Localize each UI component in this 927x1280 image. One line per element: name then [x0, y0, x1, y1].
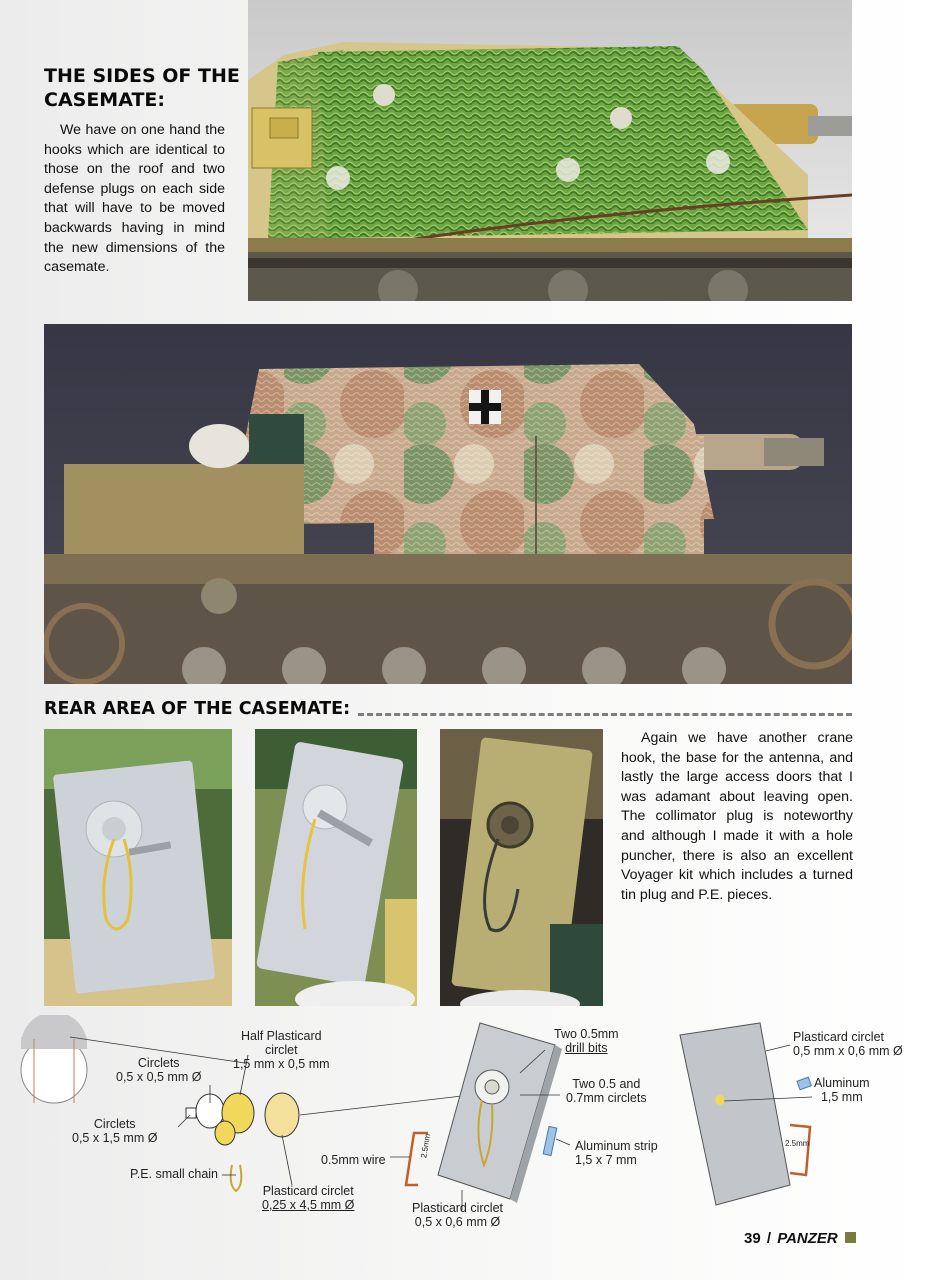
- paragraph-rear: Again we have another crane hook, the base for the antenna, and lastly the large access doors that I was adamant about leaving open. The collimator plug is noteworthy and although I made it with a hole puncher, there is also an excellent Voyager kit which includes a turned tin plug and P.E. pieces.: [621, 730, 853, 903]
- page-number: 39: [744, 1230, 761, 1247]
- label-half-plasticard: Half Plasticard circlet 1,5 mm x 0,5 mm: [233, 1029, 330, 1071]
- label-pe-chain: P.E. small chain: [130, 1167, 219, 1181]
- label-plasticard-circlet: Plasticard circlet 0,25 x 4,5 mm Ø: [262, 1184, 355, 1212]
- photo-plug-part-1: [44, 729, 232, 1006]
- section-heading-sides: [44, 64, 240, 112]
- page-footer: [744, 1230, 856, 1247]
- label-aluminum: Aluminum 1,5 mm: [814, 1076, 870, 1104]
- label-circles: Two 0.5 and 0.7mm circlets: [566, 1077, 647, 1105]
- footer-separator: /: [766, 1230, 772, 1247]
- paragraph-sides: We have on one hand the hooks which are identical to those on the roof and two defense plugs on each side that will have to be moved backwards having in mind the new dimensions of the casemate.: [44, 122, 225, 276]
- label-circlets-b: Circlets 0,5 x 1,5 mm Ø: [72, 1117, 158, 1145]
- magazine-name: PANZER: [777, 1230, 838, 1247]
- photo-green-casemate: [248, 0, 852, 301]
- label-dim-1: 2.5mm: [419, 1133, 433, 1159]
- photo-camo-tank-side: [44, 324, 852, 684]
- label-wire: 0.5mm wire: [321, 1153, 386, 1167]
- label-drill-bits: Two 0.5mm drill bits: [554, 1027, 619, 1055]
- heading-line-1: THE SIDES OF THE: [44, 65, 240, 87]
- label-circlets-a: Circlets 0,5 x 0,5 mm Ø: [116, 1056, 202, 1084]
- dashed-rule: [358, 713, 852, 716]
- photo-plug-part-2: [255, 729, 417, 1006]
- label-right-plasticard: Plasticard circlet 0,5 mm x 0,6 mm Ø: [793, 1030, 903, 1058]
- label-dim-2: 2.5mm: [785, 1139, 810, 1148]
- section-heading-rear: REAR AREA OF THE CASEMATE:: [44, 699, 351, 719]
- footer-square: [845, 1232, 856, 1243]
- heading-line-2: CASEMATE:: [44, 89, 165, 111]
- label-aluminum-strip: Aluminum strip 1,5 x 7 mm: [575, 1139, 658, 1167]
- photo-plug-painted: [440, 729, 603, 1006]
- label-plasticard-circlet-2: Plasticard circlet 0,5 x 0,6 mm Ø: [412, 1201, 503, 1229]
- assembly-diagram: [0, 1015, 927, 1235]
